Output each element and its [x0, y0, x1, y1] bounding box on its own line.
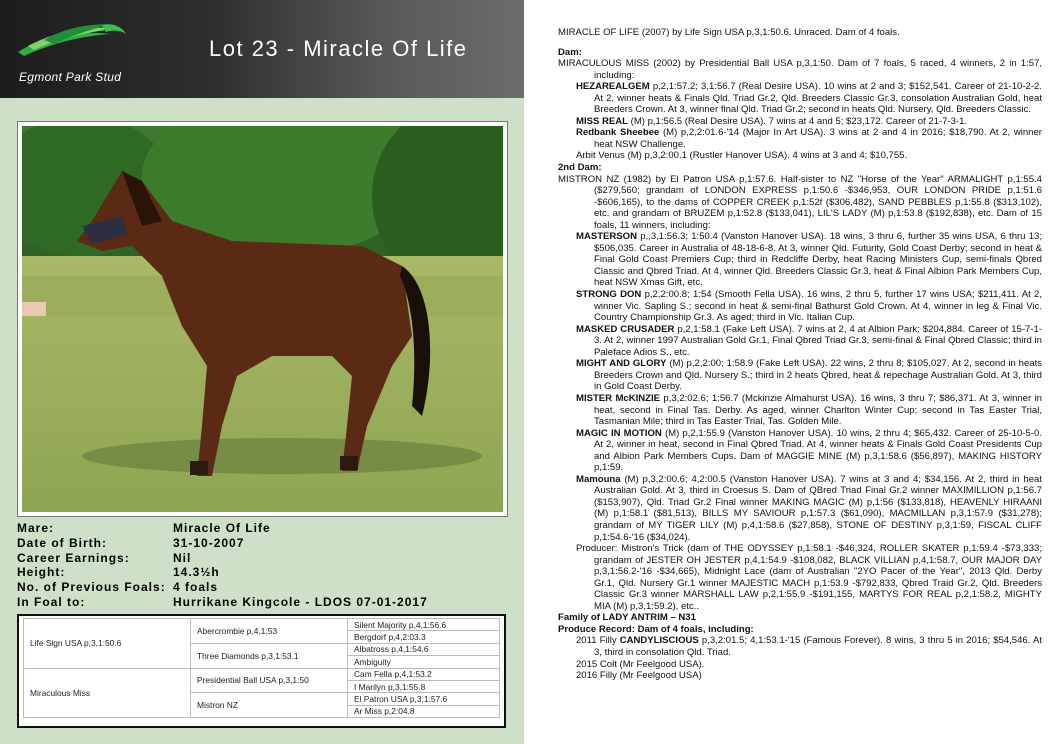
progeny-entry	[558, 474, 1042, 543]
dam-text: MIRACULOUS MISS (2002) by Presidential Ball USA p,3,1:50. Dam of 7 foals, 5 raced, 4 winners, 2 in 1:57, including:	[558, 58, 1042, 81]
horse-photo-illustration	[22, 126, 503, 512]
progeny-name: HEZAREALGEM	[576, 81, 650, 93]
progeny-text: p,2,1:58.1 (Fake Left USA). 7 wins at 2, 4 at Albion Park; $204,884. Career of 15-7-1-3. At 2, winner 1997 Australian Gold Gr.1, Final Qbred Triad Gr.3, semi-final & Final Qbred Classic; third in Paleface Adios S., etc.	[594, 323, 1042, 358]
progeny-entry	[558, 393, 1042, 428]
progeny-text: p,2,2:00.8; 1:54 (Smooth Fella USA). 16 wins, 2 thru 5, further 17 wins USA; $211,411. At 2, winner Vic. Sapling S.; second in heat & semi-final Bathurst Gold Crown. At 4, winner in leg & Final Vic. Country Championship Gr.3. As aged; third in Vic. Italian Cup.	[594, 289, 1042, 324]
progeny-name: Mamouna	[576, 473, 621, 485]
produce-entry	[558, 659, 1042, 671]
fact-label: Height:	[17, 565, 66, 580]
catalogue-text	[558, 27, 1042, 682]
progeny-text: (M) p,2,2:00; 1:58.9 (Fake Left USA). 22 wins, 2 thru 8; $105,027. At 2, second in heats Breeders Crown and Qld. Nursery S.; third in 2 heats Qbred, heat & repechage Australian Gold. At 3, third in Gold Coast Derby.	[594, 358, 1043, 393]
progeny-text: (M) p,2,1:55.9 (Vanston Hanover USA). 10 wins, 2 thru 4; $65,432. Career of 25-10-5-0. At 2, winner in heat, second in Final Qbred Triad. At 4, winner heats & Finals Gold Coast Presidents Cup and Albion Park Members Cups. Dam of MAGGIE MINE (M) p,3,1:58.6 ($56,897), MAKING HISTORY p,1:59.	[594, 427, 1043, 474]
produce-prefix: 2016 Filly (Mr Feelgood USA)	[576, 670, 702, 682]
progeny-entry	[558, 543, 1042, 612]
family-line: Family of LADY ANTRIM – N31	[558, 612, 696, 624]
pedigree-g3: El Patron USA p,3,1:57.6	[348, 693, 500, 705]
right-panel	[524, 0, 1052, 744]
progeny-text: (M) p,3,2:00.6; 4,2:00.5 (Vanston Hanover USA). 7 wins at 3 and 4; $34,156. At 2, third in heat Australian Gold. At 3, third in Croesus S. Dam of QBred Triad Final Gr.2 winner MAXIMILLION p,1:56.7 ($153,907), Qld. Triad Gr.2 Final winner MAKING MAGIC (M) p,1:56 ($133,818), HEAVENLY HIRAANI (M) p,1:58.1 ($81,513), BILLS MY SAVIOUR p,1:57.3 ($61,090), MACMILLAN p,3,1:57.9 ($31,278); grandam of MY TIGER LILY (M) p,4,1:58.6 ($27,858), STONE OF DESTINY p,3,1:59, FISCAL CLIFF p,1:54.6-'16 ($34,024).	[594, 473, 1042, 543]
fact-value: Miracle Of Life	[173, 521, 271, 535]
progeny-text: p,3,2:02.6; 1:56.7 (Mckinzie Almahurst USA). 16 wins, 3 thru 7; $86,371. At 3, winner in heat, second in Final Tas. Derby. As aged, winner Charlton Winter Cup; second in Tas Easter Trial, Tasmanian Mile; third in Tas Easter Trial, Tas. Golden Mile.	[594, 392, 1042, 428]
pedigree-g3: I Marilyn p,3,1:55.8	[348, 680, 500, 692]
produce-prefix: 2015 Colt (Mr Feelgood USA).	[576, 658, 705, 670]
fact-value: 4 foals	[173, 580, 219, 595]
pedigree-sire: Life Sign USA p,3,1:50.6	[24, 619, 191, 669]
progeny-name: Redbank Sheebee	[576, 127, 660, 139]
second-dam-text: MISTRON NZ (1982) by El Patron USA p,1:57.6. Half-sister to NZ "Horse of the Year" ARMALIGHT p,1:55.4 ($279,560; grandam of LONDON EXPRESS p,1:50.6 -$346,953, OUR LONDON PRIDE p,1:51.6 -$606,165), to the dams of COPPER CREEK p,1:52f ($306,482), SAND PEBBLES p,1:55.8 ($313,102), etc. and grandam of BRUZEM p,1:52.8 ($133,041), LIL'S LADY (M) p,1:53.8 ($192,838), etc. Dam of 15 foals, 11 winners, including:	[558, 173, 1042, 231]
produce-entry	[558, 635, 1042, 658]
progeny-text: Arbit Venus (M) p,3,2:00.1 (Rustler Hanover USA). 4 wins at 3 and 4; $10,755.	[576, 150, 908, 162]
pedigree-dam-sire: Presidential Ball USA p,3,1:50	[191, 668, 348, 693]
second-dam-progeny-list	[558, 231, 1042, 612]
progeny-text: (M) p,1:56.5 (Real Desire USA). 7 wins at 4 and 5; $23,172. Career of 21-7-3-1.	[627, 115, 968, 127]
progeny-text: (M) p,2,2:01.6-'14 (Major In Art USA). 3 wins at 2 and 4 in 2016; $18,790. At 2, winner heat NSW Challenge.	[594, 127, 1042, 150]
pedigree-g3: Ar Miss p,2:04.8	[348, 705, 500, 717]
pedigree-g3: Cam Fella p,4,1:53.2	[348, 668, 500, 680]
fact-value: 14.3½h	[173, 565, 220, 580]
produce-text: p,3,2:01.5; 4,1:53.1-'15 (Famous Forever). 8 wins, 3 thru 5 in 2016; $54,546. At 3, third in consolation Qld. Triad.	[594, 635, 1042, 658]
progeny-name: MISTER McKINZIE	[576, 392, 661, 404]
pedigree-g3: Bergdorf p,4,2:03.3	[348, 631, 500, 643]
progeny-entry	[558, 289, 1042, 324]
produce-list	[558, 635, 1042, 681]
progeny-name: STRONG DON	[576, 289, 642, 301]
progeny-name: MISS REAL	[576, 115, 628, 127]
stud-logo-icon	[14, 22, 134, 62]
horse-photo	[22, 126, 503, 512]
progeny-name: MASKED CRUSADER	[576, 323, 675, 335]
progeny-entry	[558, 231, 1042, 289]
intro-line: MIRACLE OF LIFE (2007) by Life Sign USA p,3,1:50.6. Unraced. Dam of 4 foals.	[558, 27, 900, 38]
left-panel	[0, 0, 524, 744]
produce-heading: Produce Record: Dam of 4 foals, including:	[558, 623, 754, 635]
fact-value: Nil	[173, 550, 192, 565]
pedigree-sire-sire: Abercrombie p,4,1:53	[191, 619, 348, 644]
pedigree-table	[23, 618, 500, 718]
fact-label: Career Earnings:	[17, 550, 130, 565]
fact-label: Date of Birth:	[17, 535, 107, 550]
stud-name: Egmont Park Stud	[19, 70, 122, 84]
progeny-entry	[558, 358, 1042, 393]
pedigree-g3: Albatross p,4,1:54.6	[348, 643, 500, 655]
progeny-entry	[558, 324, 1042, 359]
dam-progeny-list	[558, 81, 1042, 162]
pedigree-dam: Miraculous Miss	[24, 668, 191, 718]
progeny-entry	[558, 116, 1042, 128]
header-banner	[0, 0, 524, 98]
fact-label: In Foal to:	[17, 594, 86, 609]
lot-title: Lot 23 - Miracle Of Life	[209, 36, 468, 61]
pedigree-dam-dam: Mistron NZ	[191, 693, 348, 718]
pedigree-g3: Ambiguity	[348, 656, 500, 668]
progeny-text: p,2,1:57.2; 3,1:56.7 (Real Desire USA). 10 wins at 2 and 3; $152,541. Career of 21-10-2-2. At 2, winner heats & Finals Qld. Triad Gr.2, Qld. Breeders Classic Gr.3, consolation Australian Gold, heat Breeders Crown. At 3, winner final Qld. Triad Gr.2; second in heats Qld. Nursery, Qld. Breeders Classic.	[594, 81, 1042, 116]
progeny-entry	[558, 428, 1042, 474]
pedigree-g3: Silent Majority p,4,1:56.6	[348, 619, 500, 631]
dam-heading: Dam:	[558, 46, 582, 58]
fact-label: No. of Previous Foals:	[17, 580, 166, 595]
fact-value: Hurrikane Kingcole - LDOS 07-01-2017	[173, 594, 428, 609]
produce-entry	[558, 670, 1042, 682]
produce-prefix: 2011 Filly	[576, 635, 620, 647]
pedigree-sire-dam: Three Diamonds p,3,1:53.1	[191, 643, 348, 668]
progeny-name: MAGIC IN MOTION	[576, 427, 662, 439]
produce-name: CANDYLISCIOUS	[619, 635, 699, 647]
photo-frame	[17, 121, 508, 517]
progeny-text: Producer: Mistron's Trick (dam of THE ODYSSEY p,1:58.1 -$46,324, ROLLER SKATER p,1:59.4 -$73,333; grandam of JESTER OH JESTER p,4,1:54.9 -$108,082, BLACK VILLIAN p,4,1:58.7, OUR MAJOR DAY p,3,1:56.2-'16 -$34,665), Midnight Lace (dam of Australian "2YO Pacer of the Year", 2013 Qld. Derby Gr.1, Qld. Nursery Gr.1 winner MAJESTIC MACH p,1:53.9 -$792,833, Qbred Traid Gr.2, Qld. Breeders Classic Gr.3 winner MARSHALL LAW p,2,1:55.9 -$191,155, MARTYS FOR REAL p,2,1:58.2, MIGHTY MIA (M) p,3,1:59.2), etc..	[576, 543, 1042, 612]
fact-label: Mare:	[17, 521, 55, 535]
progeny-text: p,,3,1:56.3; 1:50.4 (Vanston Hanover USA). 18 wins, 3 thru 6, further 35 wins USA, 6 thru 13; $506,035. Career in Australia of 48-18-6-8. At 3, winner Qld. Futurity, Gold Coast Derby; second in heat & Final Gold Coast Premiers Cup; third in Redcliffe Derby, heat Racing Ministers Cup, semi-finals Qbred Classic and Qbred Triad. At 4, winner Qld. Breeders Classic Gr.3, heat & Final Albion Park Members Cup, heat NSW Xmas Gift, etc.	[594, 231, 1042, 289]
fact-value: 31-10-2007	[173, 535, 245, 550]
progeny-entry	[558, 81, 1042, 116]
progeny-entry	[558, 150, 1042, 162]
progeny-name: MIGHT AND GLORY	[576, 358, 667, 370]
progeny-entry	[558, 127, 1042, 150]
pedigree-box	[17, 614, 506, 728]
progeny-name: MASTERSON	[576, 231, 637, 243]
second-dam-heading: 2nd Dam:	[558, 162, 602, 174]
